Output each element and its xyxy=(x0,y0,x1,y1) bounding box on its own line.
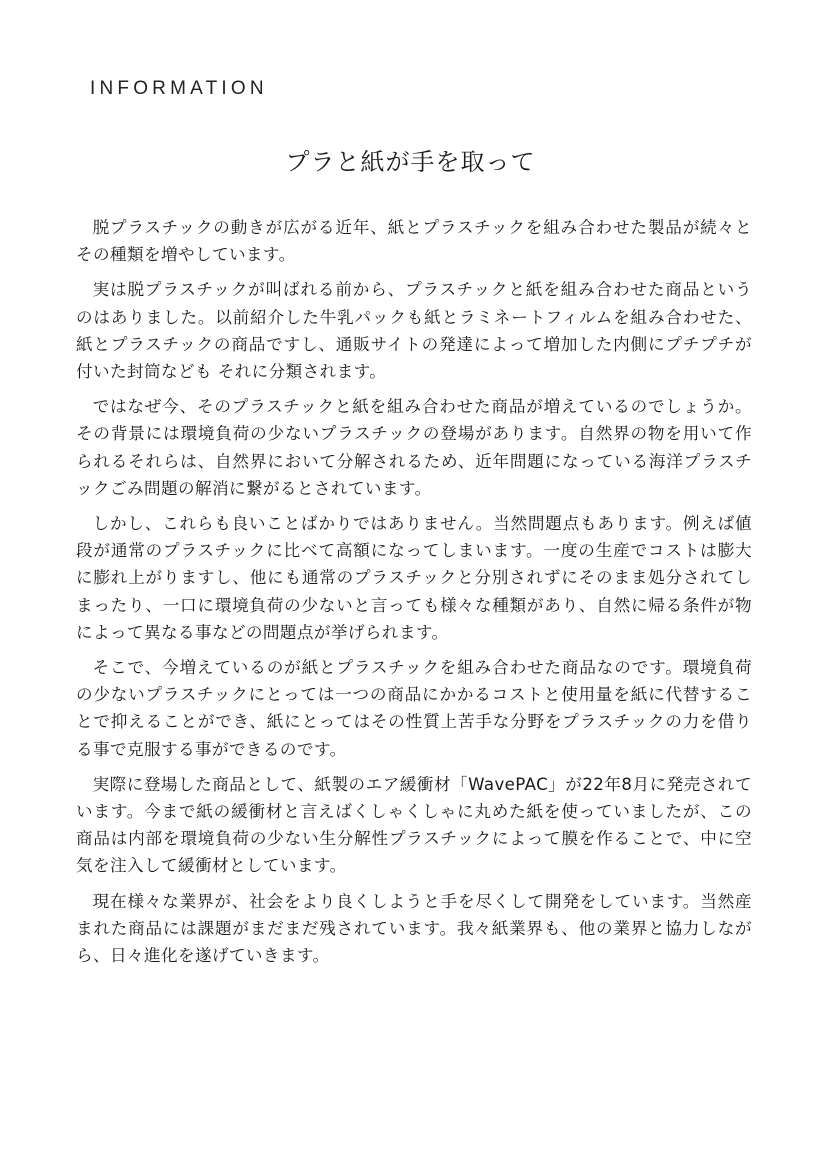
paragraph: そこで、今増えているのが紙とプラスチックを組み合わせた商品なのです。環境負荷の少ないプラスチックにとっては一つの商品にかかるコストと使用量を紙に代替することで抑えることができ、紙にとってはその性質上苦手な分野をプラスチックの力を借りる事で克服する事ができるのです。 xyxy=(76,658,752,759)
paragraph: 実は脱プラスチックが叫ばれる前から、プラスチックと紙を組み合わせた商品というのはありました。以前紹介した牛乳パックも紙とラミネートフィルムを組み合わせた、紙とプラスチックの商品ですし、通販サイトの発達によって増加した内側にプチプチが付いた封筒なども それに分類されます。 xyxy=(76,280,752,382)
paragraph: 現在様々な業界が、社会をより良くしようと手を尽くして開発をしています。当然産まれた商品には課題がまだまだ残されています。我々紙業界も、他の業界と協力しながら、日々進化を遂げていきます。 xyxy=(76,891,752,966)
paragraph: 脱プラスチックの動きが広がる近年、紙とプラスチックを組み合わせた製品が続々とその種類を増やしています。 xyxy=(76,218,752,265)
section-header: INFORMATION xyxy=(90,78,268,99)
article-title: プラと紙が手を取って xyxy=(285,148,536,176)
article-body xyxy=(76,214,752,969)
paragraph: 実際に登場した商品として、紙製のエア緩衝材「WavePAC」が22年8月に発売されています。今まで紙の緩衝材と言えばくしゃくしゃに丸めた紙を使っていましたが、この商品は内部を環境負荷の少ない生分解性プラスチックによって膜を作ることで、中に空気を注入して緩衝材としています。 xyxy=(76,774,752,876)
paragraph: しかし、これらも良いことばかりではありません。当然問題点もあります。例えば値段が通常のプラスチックに比べて高額になってしまいます。一度の生産でコストは膨大に膨れ上がりますし、他にも通常のプラスチックと分別されずにそのまま処分されてしまったり、一口に環境負荷の少ないと言っても様々な種類があり、自然に帰る条件が物によって異なる事などの問題点が挙げられます。 xyxy=(76,514,752,642)
paragraph: ではなぜ今、そのプラスチックと紙を組み合わせた商品が増えているのでしょうか。その背景には環境負荷の少ないプラスチックの登場があります。自然界の物を用いて作られるそれらは、自然界において分解されるため、近年問題になっている海洋プラスチックごみ問題の解消に繋がるとされています。 xyxy=(76,397,752,498)
